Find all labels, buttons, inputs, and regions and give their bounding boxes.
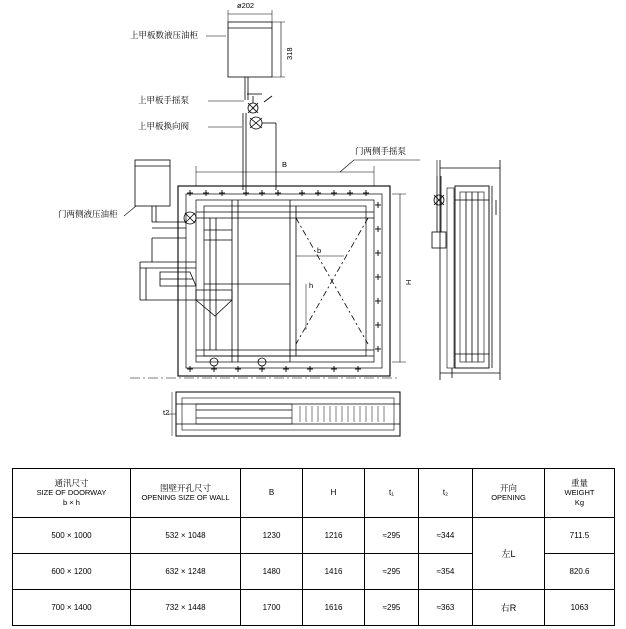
- dimension-tank-diameter: ø202: [237, 1, 255, 10]
- header-B: B: [241, 469, 303, 518]
- cell-t1: ≈295: [365, 590, 419, 626]
- header-doorway: [13, 469, 131, 518]
- header-opening-size-en: OPENING SIZE OF WALL: [141, 493, 230, 502]
- header-weight: [545, 469, 615, 518]
- cell-H: 1416: [303, 554, 365, 590]
- header-opening-size: [131, 469, 241, 518]
- header-opening-size-cn: 围壁开孔尺寸: [159, 483, 211, 493]
- cell-opening-size: 632 × 1248: [131, 554, 241, 590]
- header-opening-en: OPENING: [491, 493, 526, 502]
- cell-B: 1480: [241, 554, 303, 590]
- callout-door-side-hydraulic-tank: 门两侧液压油柜: [58, 209, 118, 219]
- header-weight-cn: 重量: [570, 478, 588, 488]
- callout-upper-deck-reversing-valve: 上甲板换向阀: [138, 121, 190, 131]
- header-weight-en: WEIGHT: [564, 488, 595, 497]
- header-t1: t₁: [365, 469, 419, 518]
- cell-t1: ≈295: [365, 518, 419, 554]
- dimension-tank-height: 318: [285, 47, 294, 60]
- cell-doorway: 500 × 1000: [13, 518, 131, 554]
- header-opening: [473, 469, 545, 518]
- cell-opening-left: 左L: [473, 518, 545, 590]
- callout-upper-deck-hand-pump: 上甲板手摇泵: [138, 95, 190, 105]
- dimension-opening-h: h: [309, 281, 314, 290]
- cell-weight: 820.6: [545, 554, 615, 590]
- cell-opening-right: 右R: [473, 590, 545, 626]
- table-header-row: [13, 469, 615, 518]
- cell-B: 1230: [241, 518, 303, 554]
- plan-view-outline: [176, 392, 400, 436]
- dimension-height-H: H: [404, 279, 413, 285]
- cell-H: 1616: [303, 590, 365, 626]
- cell-B: 1700: [241, 590, 303, 626]
- cell-doorway: 600 × 1200: [13, 554, 131, 590]
- dimension-thickness-t2: t2: [163, 408, 170, 417]
- specification-table: [12, 468, 615, 626]
- callout-door-side-hand-pump: 门两侧手摇泵: [355, 146, 407, 156]
- side-hydraulic-tank-body: [135, 160, 170, 206]
- header-doorway-note: b × h: [63, 498, 80, 507]
- hydraulic-tank-body: [228, 22, 272, 77]
- header-opening-cn: 开向: [499, 483, 517, 493]
- cell-weight: 711.5: [545, 518, 615, 554]
- cell-doorway: 700 × 1400: [13, 590, 131, 626]
- cell-opening-size: 732 × 1448: [131, 590, 241, 626]
- cell-t2: ≈363: [419, 590, 473, 626]
- cell-weight: 1063: [545, 590, 615, 626]
- table-row: [13, 590, 615, 626]
- header-doorway-cn: 通汛尺寸: [54, 478, 89, 488]
- header-H: H: [303, 469, 365, 518]
- cell-H: 1216: [303, 518, 365, 554]
- cell-t2: ≈354: [419, 554, 473, 590]
- header-doorway-en: SIZE OF DOORWAY: [36, 488, 107, 497]
- dimension-opening-b: b: [317, 246, 322, 255]
- header-weight-unit: Kg: [574, 498, 585, 507]
- dimension-width-B: B: [282, 160, 288, 169]
- cell-t2: ≈344: [419, 518, 473, 554]
- table-row: [13, 518, 615, 554]
- header-t2: t₂: [419, 469, 473, 518]
- cell-t1: ≈295: [365, 554, 419, 590]
- cell-opening-size: 532 × 1048: [131, 518, 241, 554]
- callout-upper-deck-hydraulic-tank: 上甲板数液压油柜: [130, 30, 199, 40]
